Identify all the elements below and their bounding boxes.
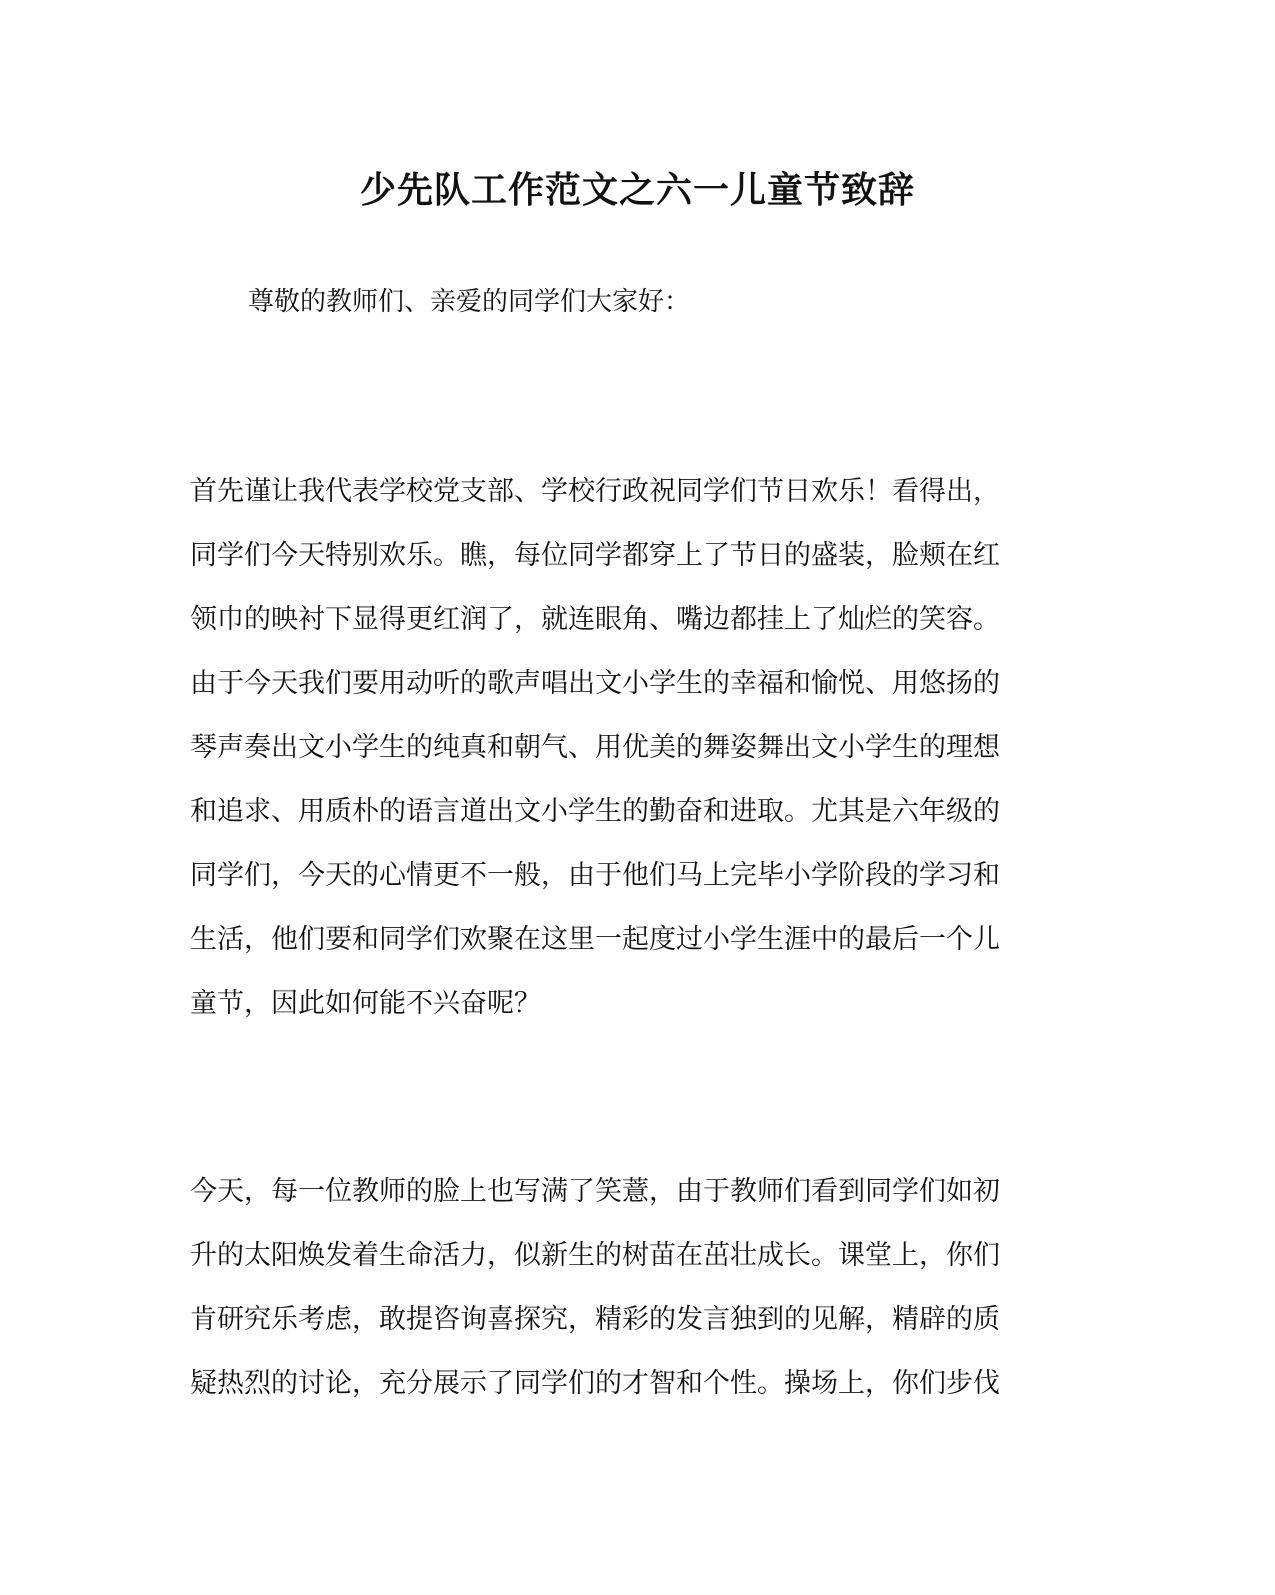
paragraph-line: 琴声奏出文小学生的纯真和朝气、用优美的舞姿舞出文小学生的理想 bbox=[190, 732, 1000, 763]
paragraph-line: 和追求、用质朴的语言道出文小学生的勤奋和进取。尤其是六年级的 bbox=[190, 796, 1000, 827]
paragraph-line: 由于今天我们要用动听的歌声唱出文小学生的幸福和愉悦、用悠扬的 bbox=[190, 668, 1000, 699]
paragraph-line: 领巾的映衬下显得更红润了，就连眼角、嘴边都挂上了灿烂的笑容。 bbox=[190, 604, 1000, 635]
salutation: 尊敬的教师们、亲爱的同学们大家好： bbox=[248, 287, 691, 317]
paragraph-line: 肯研究乐考虑，敢提咨询喜探究，精彩的发言独到的见解，精辟的质 bbox=[190, 1304, 1000, 1335]
paragraph-line: 升的太阳焕发着生命活力，似新生的树苗在茁壮成长。课堂上，你们 bbox=[190, 1240, 1000, 1271]
paragraph-line: 疑热烈的讨论，充分展示了同学们的才智和个性。操场上，你们步伐 bbox=[190, 1368, 1000, 1399]
paragraph-line: 今天，每一位教师的脸上也写满了笑薏，由于教师们看到同学们如初 bbox=[190, 1176, 1000, 1207]
paragraph-2 bbox=[190, 1160, 1070, 1416]
paragraph-line: 同学们，今天的心情更不一般，由于他们马上完毕小学阶段的学习和 bbox=[190, 860, 1000, 891]
paragraph-line: 童节，因此如何能不兴奋呢？ bbox=[190, 988, 541, 1019]
paragraph-line: 首先谨让我代表学校党支部、学校行政祝同学们节日欢乐！看得出， bbox=[190, 476, 1000, 507]
document-title: 少先队工作范文之六一儿童节致辞 bbox=[359, 169, 915, 211]
paragraph-line: 同学们今天特别欢乐。瞧，每位同学都穿上了节日的盛装，脸颊在红 bbox=[190, 540, 1000, 571]
paragraph-line: 生活，他们要和同学们欢聚在这里一起度过小学生涯中的最后一个儿 bbox=[190, 924, 1000, 955]
paragraph-1 bbox=[190, 460, 1070, 1036]
